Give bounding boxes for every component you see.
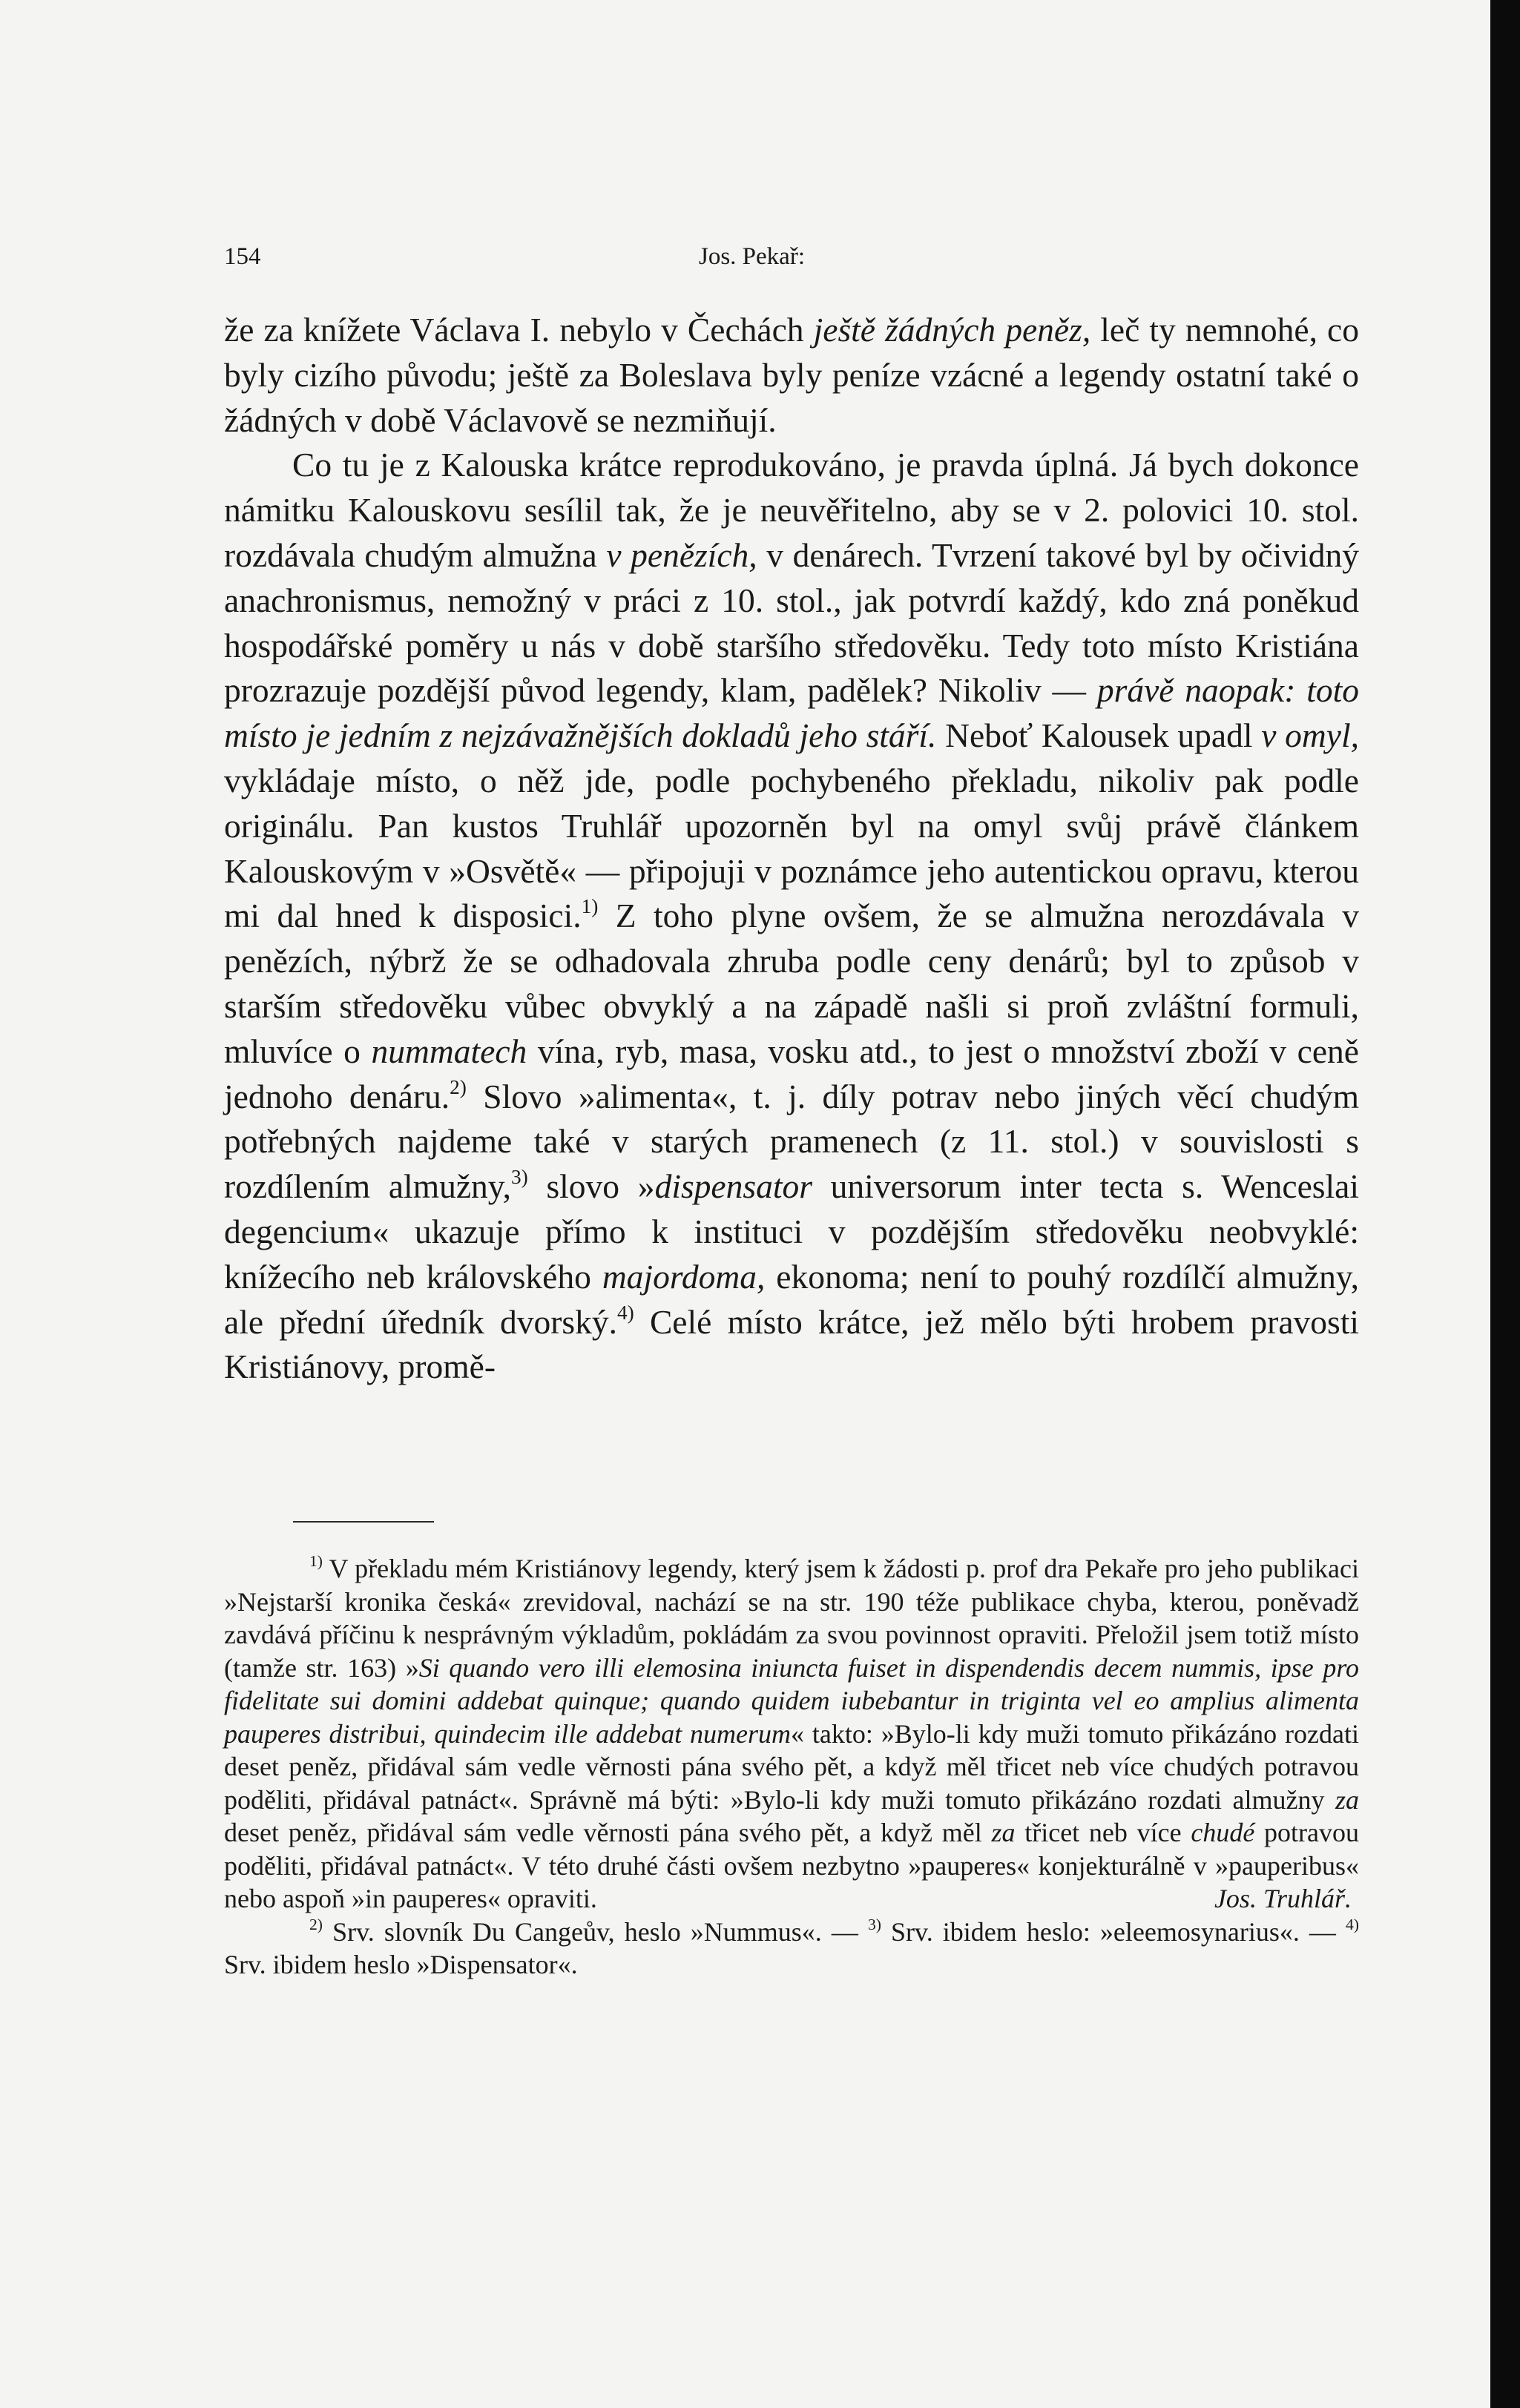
footnote-ref: 2) xyxy=(450,1075,467,1098)
footnote-divider xyxy=(293,1521,434,1523)
text-run: « takto: »Bylo-li kdy muži tomuto přikázáno rozdati deset peněz, přidával sám vedle věrnosti pána svého pět, a když měl třicet neb více chudých potravou poděliti, přidával patnáct«. Správně má býti: »Bylo-li kdy muži tomuto přikázáno rozdati almužny xyxy=(224,1718,1359,1815)
footnote-ref: 4) xyxy=(616,1301,634,1324)
latin-quote: Si quando vero illi elemosina iniuncta fuiset in dispendendis decem nummis, ipse pro fidelitate sui domini addebat quinque; quando quidem iubebantur in triginta vel eo amplius alimenta pauperes distribui, quindecim ille addebat numerum xyxy=(224,1652,1359,1749)
paragraph-1 xyxy=(224,308,1359,443)
text-run: v denárech. Tvrzení takové byl by očividný anachronismus, nemožný v práci z 10. stol., jak potvrdí každý, kdo zná poněkud hospodářské poměry u nás v době staršího středověku. Tedy toto místo Kristiána prozrazuje pozdější původ legendy, klam, padělek? Nikoliv — xyxy=(224,535,1359,710)
text-run: vykládaje místo, o něž jde, podle pochybeného překladu, nikoliv pak podle originálu. Pan kustos Truhlář upozorněn byl na omyl svůj právě článkem Kalouskovým v »Osvětě« — připojuji v poznámce jeho autentickou opravu, kterou mi dal hned k disposici. xyxy=(224,761,1359,935)
emphasis: za xyxy=(1335,1784,1359,1815)
text-run: leč ty nemnohé, co byly cizího původu; ještě za Boleslava byly peníze vzácné a legendy ostatní také o žádných v době Václavově se nezmiňují. xyxy=(224,311,1359,439)
text-run: universorum inter tecta s. Wenceslai degencium« ukazuje přímo k instituci v pozdějším středověku neobvyklé: knížecího neb královského xyxy=(224,1167,1359,1296)
text-run: potravou poděliti, přidával patnáct«. V této druhé části ovšem nezbytno »pauperes« konjekturálně v »pauperibus« nebo aspoň »in pauperes« opraviti. xyxy=(224,1818,1360,1913)
running-title: Jos. Pekař: xyxy=(699,243,805,270)
page-number: 154 xyxy=(224,243,261,270)
footnote-mark: 1) xyxy=(309,1551,323,1570)
text-run: třicet neb více xyxy=(1015,1818,1191,1847)
footnote-ref: 1) xyxy=(581,895,599,918)
emphasis: právě naopak: toto místo je jedním z nejzávažnějších dokladů jeho stáří. xyxy=(224,671,1359,755)
paragraph-2 xyxy=(224,443,1359,1390)
text-run: Srv. slovník Du Cangeův, heslo »Nummus«. — xyxy=(323,1916,868,1947)
text-run: Srv. ibidem heslo: »eleemosynarius«. — xyxy=(881,1916,1346,1947)
emphasis: dispensator xyxy=(654,1167,812,1206)
footnote-ref: 3) xyxy=(510,1166,528,1189)
text-run: slovo » xyxy=(527,1167,655,1206)
text-run: Co tu je z Kalouska krátce reprodukováno, je pravda úplná. Já bych dokonce námitku Kalouskovu sesílil tak, že je neuvěřitelno, aby se v 2. polovici 10. stol. rozdávala chudým almužna xyxy=(224,446,1359,574)
emphasis: majordoma, xyxy=(602,1257,766,1296)
footnotes xyxy=(224,1552,1359,1982)
text-run: Srv. ibidem heslo »Dispensator«. xyxy=(224,1950,578,1979)
text-run: vína, ryb, masa, vosku atd., to jest o množství zboží v ceně jednoho denáru. xyxy=(224,1032,1359,1115)
text-run: že za knížete Václava I. nebylo v Čechách xyxy=(224,311,814,349)
main-text xyxy=(224,308,1359,1390)
emphasis: ještě žádných peněz, xyxy=(813,311,1091,349)
text-run: deset peněz, přidával sám vedle věrnosti pána svého pět, a když měl xyxy=(224,1818,992,1847)
footnote-mark: 3) xyxy=(867,1915,881,1933)
footnote-1 xyxy=(224,1552,1359,1916)
footnote-mark: 2) xyxy=(309,1915,323,1933)
text-run: V překladu mém Kristiánovy legendy, který jsem k žádosti p. prof dra Pekaře pro jeho publikaci »Nejstarší kronika česká« zrevidoval, nachází se na str. 190 téže publikace chyba, kterou, poněvadž zavdává příčinu k nesprávným výkladům, pokládám za svou povinnost opraviti. Přeložil jsem totiž místo (tamže str. 163) » xyxy=(224,1554,1359,1683)
page-header xyxy=(224,243,1359,280)
signature: Jos. Truhlář. xyxy=(1214,1884,1352,1913)
footnote-mark: 4) xyxy=(1346,1915,1359,1933)
emphasis: chudé xyxy=(1191,1818,1255,1847)
text-run: Slovo »alimenta«, t. j. díly potrav nebo jiných věcí chudým potřebných najdeme také v starých pramenech (z 11. stol.) v souvislosti s rozdílením almužny, xyxy=(224,1077,1359,1206)
text-run: ekonoma; není to pouhý rozdílčí almužny, ale přední úředník dvorský. xyxy=(224,1257,1359,1341)
text-run: Celé místo krátce, jež mělo býti hrobem pravosti Kristiánovy, promě- xyxy=(224,1302,1359,1386)
emphasis: za xyxy=(991,1818,1016,1847)
footnote-2 xyxy=(224,1916,1359,1982)
emphasis: nummatech xyxy=(371,1032,527,1070)
emphasis: v penězích, xyxy=(606,535,757,574)
emphasis: v omyl, xyxy=(1261,716,1359,755)
text-run: Neboť Kalousek upadl xyxy=(936,716,1262,755)
text-run: Z toho plyne ovšem, že se almužna nerozdávala v penězích, nýbrž že se odhadovala zhruba podle ceny denárů; byl to způsob v starším středověku vůbec obvyklý a na západě našli si proň zvláštní formuli, mluvíce o xyxy=(224,897,1359,1070)
